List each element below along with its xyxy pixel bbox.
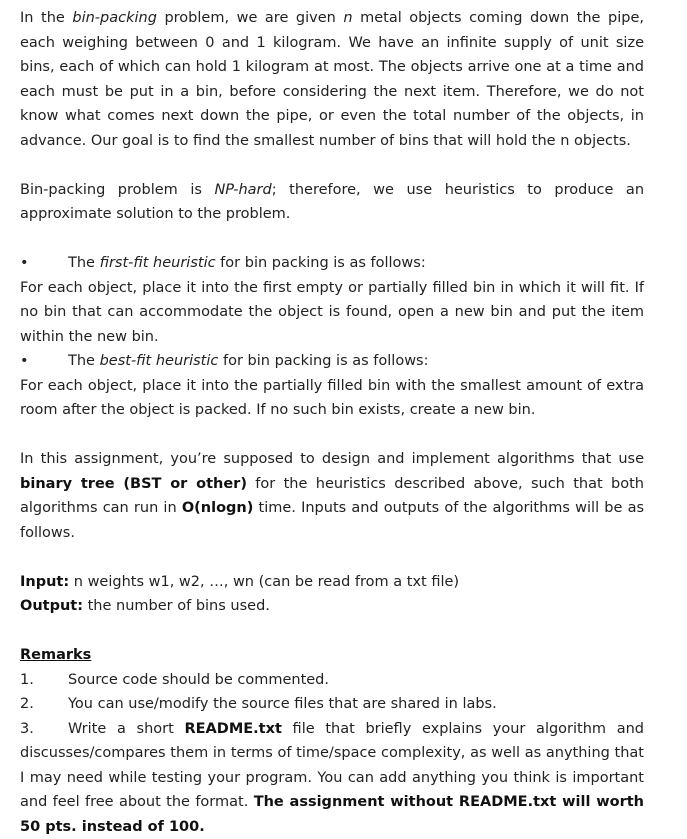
input-text: n weights w1, w2, …, wn (can be read from a txt file) (69, 574, 459, 590)
bullet-icon: • (20, 349, 68, 374)
spacer (20, 153, 644, 178)
remark-item-3 (20, 717, 644, 839)
best-fit-text-2: for bin packing is as follows: (218, 353, 428, 369)
remarks-heading-line (20, 643, 644, 668)
bullet-icon: • (20, 251, 68, 276)
spacer (20, 227, 644, 252)
intro-text-2: problem, we are given (157, 10, 343, 26)
remark-number: 3. (20, 717, 68, 742)
remark-3-warning: The assignment without README.txt will worth 50 pts. instead of 100. (20, 794, 644, 835)
first-fit-description: For each object, place it into the first empty or partially filled bin in which it will fit. If no bin that can accommodate the object is found, open a new bin and put the item within the new bin. (20, 276, 644, 350)
best-fit-text-1: The (68, 353, 100, 369)
first-fit-heading (68, 251, 426, 276)
np-paragraph (20, 178, 644, 227)
spacer (20, 545, 644, 570)
remark-3-text-1: Write a short (68, 721, 184, 737)
spacer (20, 619, 644, 644)
intro-paragraph (20, 6, 644, 153)
remark-item-1 (20, 668, 644, 693)
assignment-text-2: for the heuristics described above, such that both algorithms can run in (20, 476, 644, 517)
assignment-paragraph (20, 447, 644, 545)
first-fit-text-1: The (68, 255, 100, 271)
output-text: the number of bins used. (83, 598, 270, 614)
best-fit-bullet (20, 349, 644, 374)
np-term: NP-hard (214, 182, 271, 198)
assignment-bold-complexity: O(nlogn) (182, 500, 254, 516)
spacer (20, 423, 644, 448)
intro-text-1: In the (20, 10, 72, 26)
remarks-heading: Remarks (20, 647, 91, 663)
remark-text: Source code should be commented. (68, 668, 329, 693)
first-fit-text-2: for bin packing is as follows: (216, 255, 426, 271)
intro-var-n: n (343, 10, 352, 26)
assignment-bold-tree: binary tree (BST or other) (20, 476, 247, 492)
output-label: Output: (20, 598, 83, 614)
first-fit-term: first-fit heuristic (100, 255, 216, 271)
remark-text: You can use/modify the source files that are shared in labs. (68, 692, 497, 717)
intro-text-3: metal objects coming down the pipe, each weighing between 0 and 1 kilogram. We have an infinite supply of unit size bins, each of which can hold 1 kilogram at most. The objects arrive one at a time and each must be put in a bin, before considering the next item. Therefore, we do not know what comes next down the pipe, or even the total number of the objects, in advance. Our goal is to find the smallest number of bins that will hold the n objects. (20, 10, 644, 149)
remark-3-readme: README.txt (184, 721, 281, 737)
first-fit-bullet (20, 251, 644, 276)
np-text-2: ; therefore, we use heuristics to produce an approximate solution to the problem. (20, 182, 644, 223)
remark-3-text-2: file that briefly explains your algorithm and discusses/compares them in terms of time/space complexity, as well as anything that I may need while testing your program. You can add anything you think is important and feel free about the format. (20, 721, 644, 811)
assignment-text-1: In this assignment, you’re supposed to design and implement algorithms that use (20, 451, 644, 467)
input-label: Input: (20, 574, 69, 590)
best-fit-heading (68, 349, 429, 374)
remark-number: 1. (20, 668, 68, 693)
best-fit-description: For each object, place it into the partially filled bin with the smallest amount of extra room after the object is packed. If no such bin exists, create a new bin. (20, 374, 644, 423)
output-line (20, 594, 644, 619)
best-fit-term: best-fit heuristic (100, 353, 219, 369)
remark-item-2 (20, 692, 644, 717)
document-page (20, 6, 644, 839)
input-line (20, 570, 644, 595)
intro-term-bin-packing: bin-packing (72, 10, 157, 26)
assignment-text-3: time. Inputs and outputs of the algorithms will be as follows. (20, 500, 644, 541)
np-text-1: Bin-packing problem is (20, 182, 214, 198)
remark-number: 2. (20, 692, 68, 717)
